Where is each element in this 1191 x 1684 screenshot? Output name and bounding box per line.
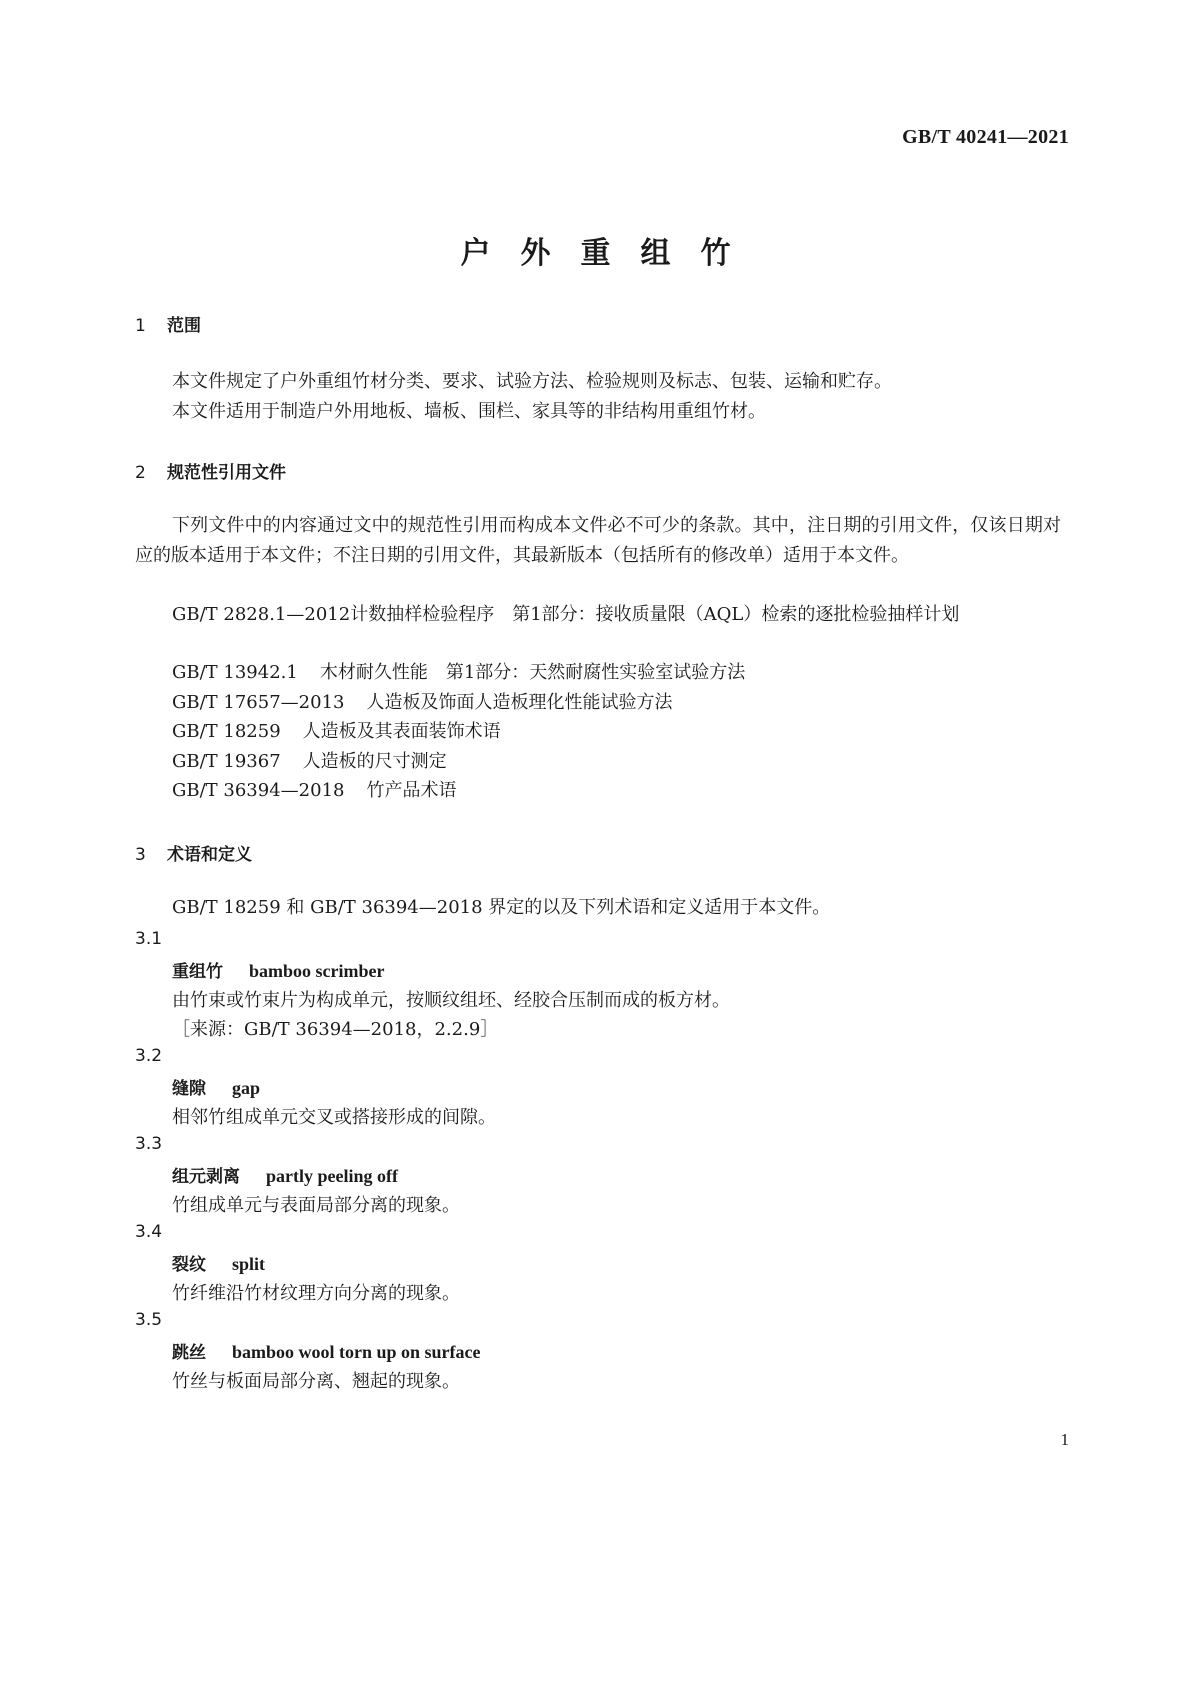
term-heading [172,1338,481,1363]
term-number: 3.1 [135,929,163,949]
term-number: 3.3 [135,1134,163,1154]
term-chinese: 跳丝 [172,1343,206,1363]
term-number: 3.2 [135,1046,163,1066]
section-number: 3 [135,845,146,865]
term-definition: 竹组成单元与表面局部分离的现象。 [172,1195,460,1216]
reference-title: 计数抽样检验程序 第1部分：接收质量限（AQL）检索的逐批检验抽样计划 [350,604,960,625]
reference-code: GB/T 18259 [172,721,281,742]
term-chinese: 缝隙 [172,1079,206,1099]
term-definition: 竹丝与板面局部分离、翘起的现象。 [172,1371,460,1392]
section-title: 术语和定义 [167,845,252,865]
section-heading-scope [135,311,201,336]
term-number: 3.4 [135,1222,163,1242]
reference-item [135,717,1061,747]
reference-title: 木材耐久性能 第1部分：天然耐腐性实验室试验方法 [319,662,746,683]
document-title: 户外重组竹 [460,236,761,271]
term-source: ［来源：GB/T 36394—2018，2.2.9］ [172,1019,499,1040]
reference-code: GB/T 19367 [172,751,281,772]
term-chinese: 组元剥离 [172,1167,240,1187]
paragraph: 本文件规定了户外重组竹材分类、要求、试验方法、检验规则及标志、包装、运输和贮存。 [172,371,892,392]
term-heading [172,1250,265,1275]
reference-item [135,688,1061,718]
term-english: split [232,1254,266,1274]
section-heading-terms [135,840,252,865]
reference-title: 人造板及其表面装饰术语 [302,721,501,742]
term-number: 3.5 [135,1310,163,1330]
term-heading [172,1074,260,1099]
paragraph: GB/T 18259 和 GB/T 36394—2018 界定的以及下列术语和定义适用于本文件。 [172,897,831,918]
standard-number: GB/T 40241—2021 [902,126,1069,148]
section-number: 2 [135,463,146,483]
section-heading-normative-references [135,458,286,483]
reference-code: GB/T 2828.1—2012 [172,604,351,625]
section-body-terms [135,893,1061,923]
section-title: 范围 [167,316,201,336]
term-english: bamboo wool torn up on surface [232,1342,481,1362]
section-number: 1 [135,316,146,336]
reference-item [135,747,1061,777]
reference-code: GB/T 17657—2013 [172,692,345,713]
reference-title: 人造板的尺寸测定 [302,751,447,772]
reference-item [135,776,1061,806]
term-english: gap [232,1078,261,1098]
term-definition: 相邻竹组成单元交叉或搭接形成的间隙。 [172,1107,496,1128]
term-chinese: 裂纹 [172,1255,206,1275]
page-number: 1 [1060,1430,1069,1449]
reference-code: GB/T 36394—2018 [172,780,345,801]
reference-title: 竹产品术语 [366,780,457,801]
term-english: partly peeling off [266,1166,398,1186]
term-definition: 竹纤维沿竹材纹理方向分离的现象。 [172,1283,460,1304]
reference-item [135,658,1061,688]
term-heading [172,1162,398,1187]
paragraph: 下列文件中的内容通过文中的规范性引用而构成本文件必不可少的条款。其中，注日期的引用文件，仅该日期对应的版本适用于本文件；不注日期的引用文件，其最新版本（包括所有的修改单）适用于本文件。 [135,515,1061,566]
term-heading [172,957,384,982]
reference-title: 人造板及饰面人造板理化性能试验方法 [366,692,673,713]
reference-code: GB/T 13942.1 [172,662,298,683]
section-body-scope [135,367,1061,427]
term-chinese: 重组竹 [172,962,223,982]
reference-item [135,600,1061,630]
term-english: bamboo scrimber [249,961,385,981]
section-title: 规范性引用文件 [167,463,286,483]
paragraph: 本文件适用于制造户外用地板、墙板、围栏、家具等的非结构用重组竹材。 [172,401,766,422]
term-definition: 由竹束或竹束片为构成单元，按顺纹组坯、经胶合压制而成的板方材。 [172,990,730,1011]
section-body-references [135,511,1061,571]
